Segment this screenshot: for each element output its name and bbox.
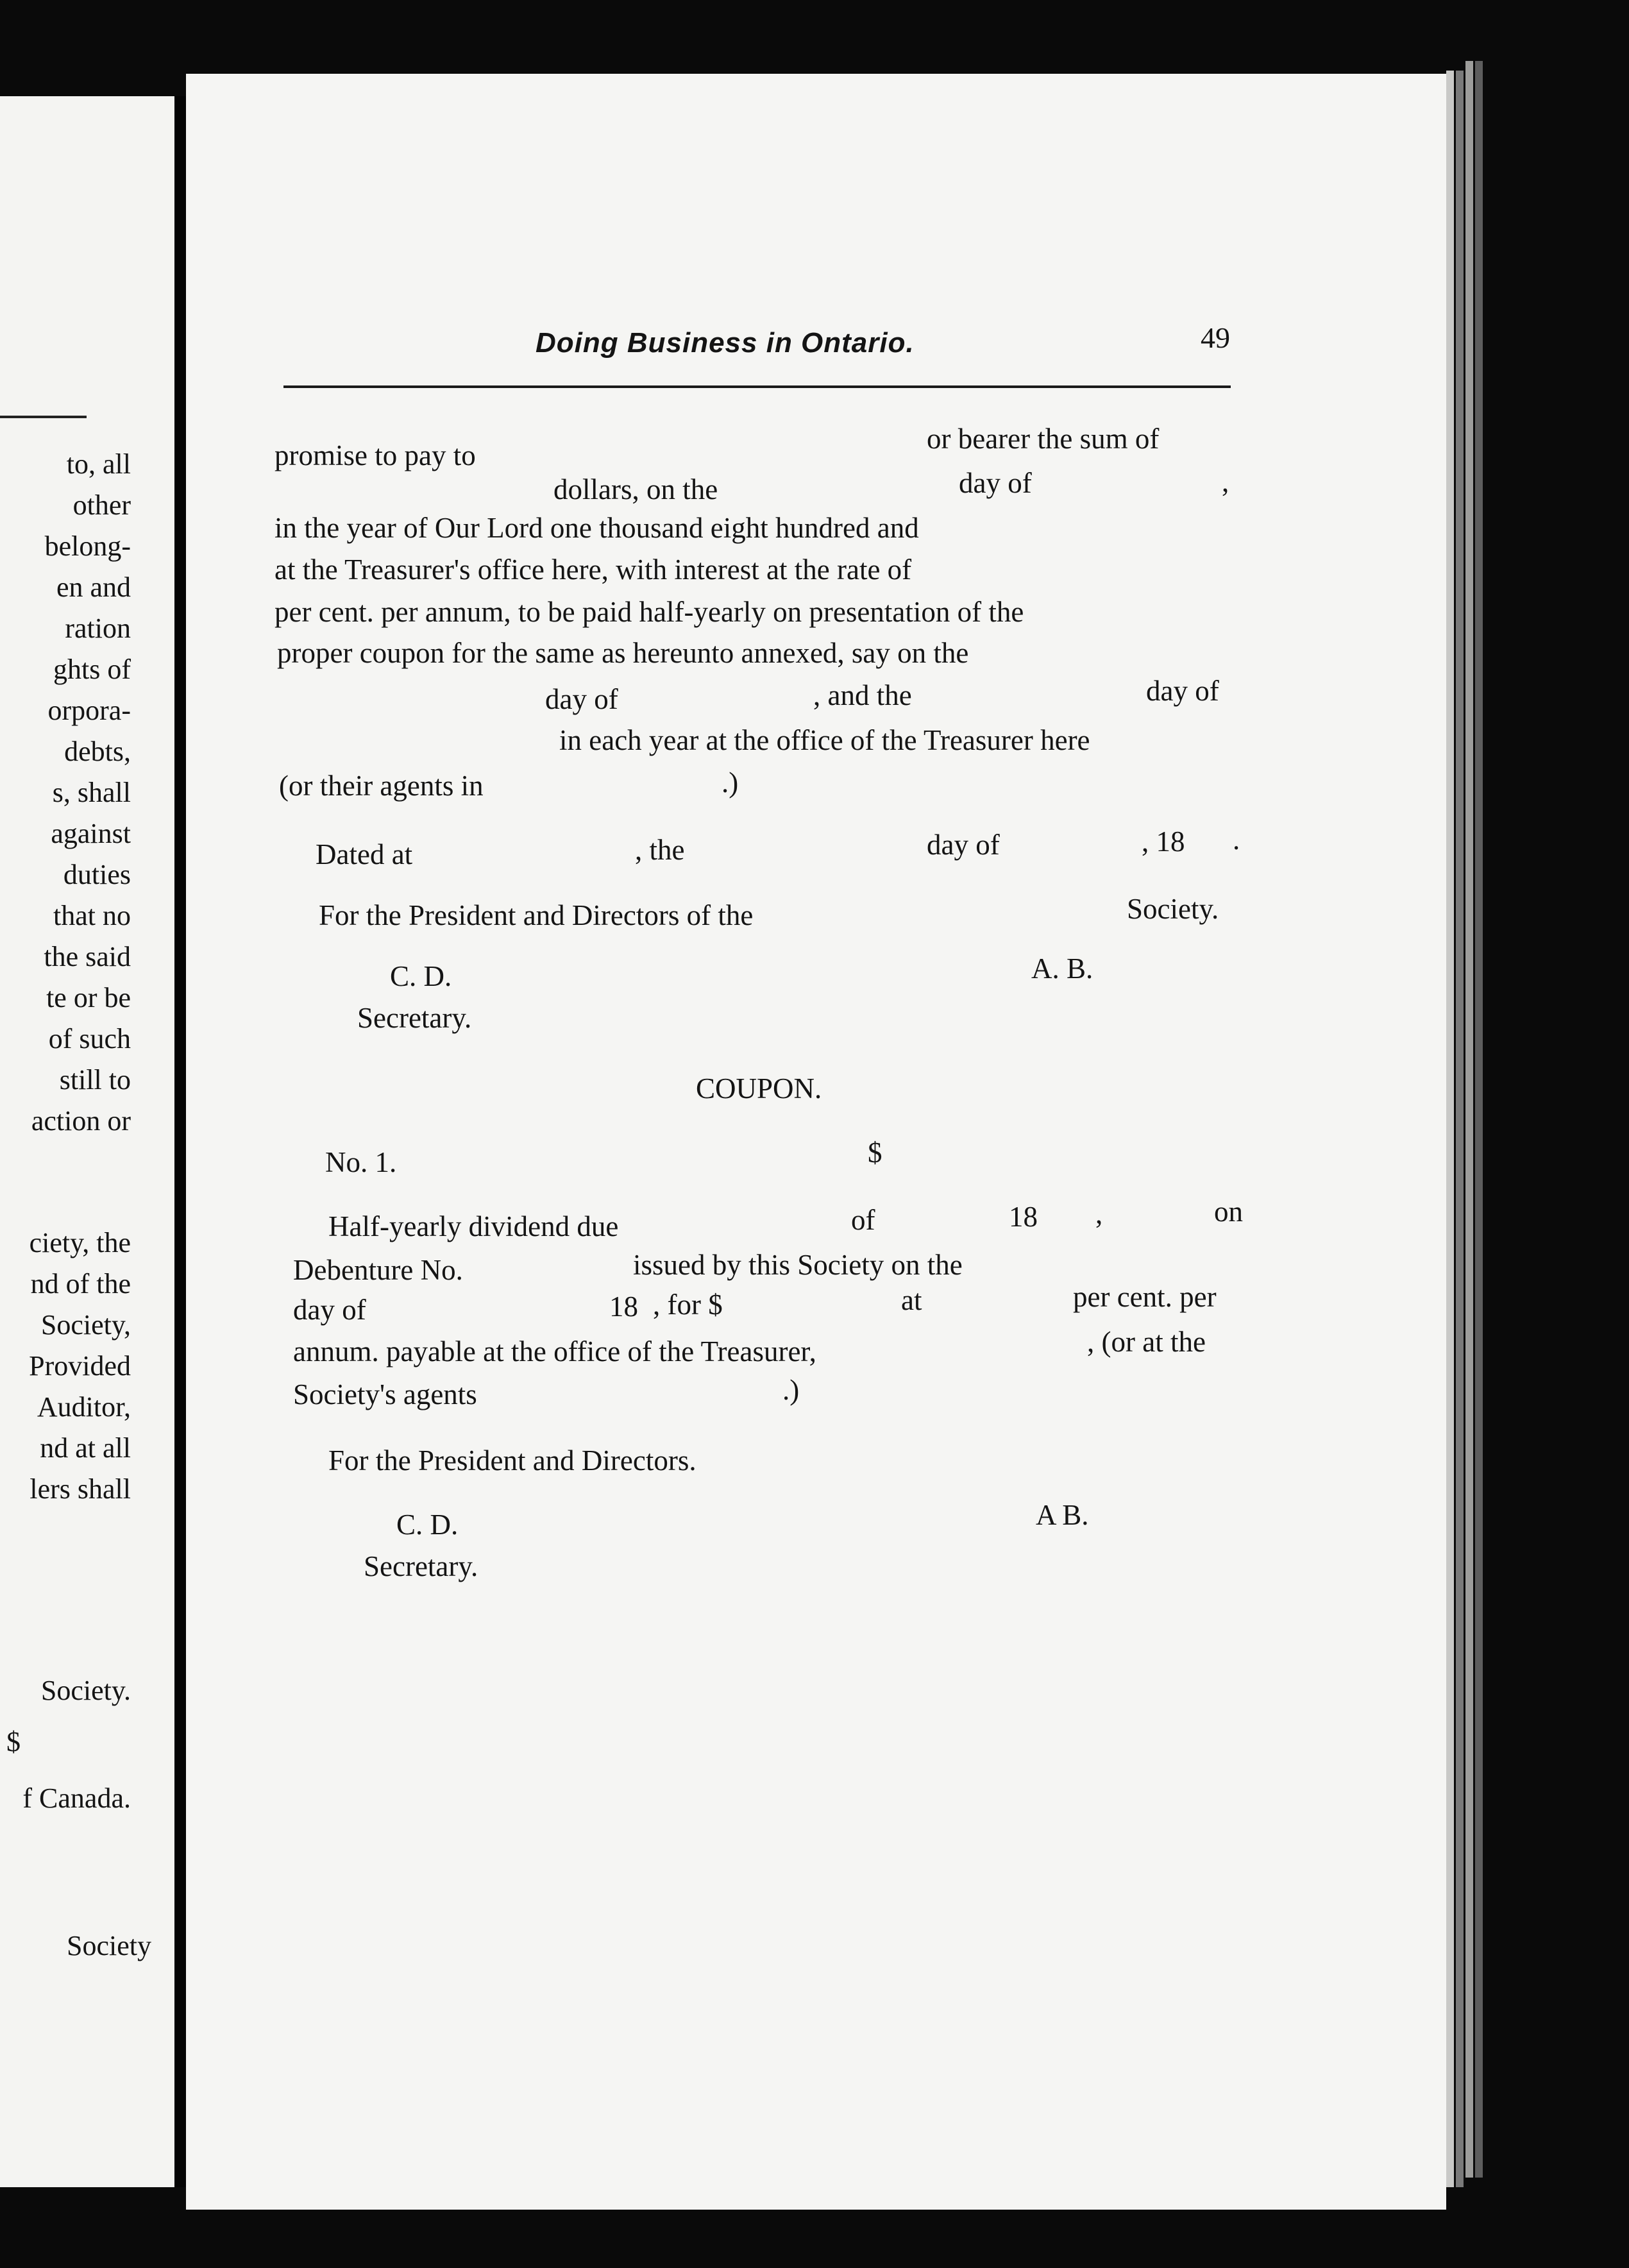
left-fragment: belong-: [44, 530, 131, 562]
right-page: [186, 74, 1446, 2210]
coupon-title: COUPON.: [696, 1072, 822, 1104]
left-fragment: f Canada.: [22, 1782, 131, 1814]
left-fragment: Auditor,: [37, 1391, 131, 1423]
coupon-line: 18: [609, 1291, 638, 1323]
debenture-line: day of: [1146, 675, 1219, 707]
running-title: Doing Business in Ontario.: [536, 327, 915, 359]
left-fragment: still to: [59, 1064, 131, 1096]
coupon-line: Half-yearly dividend due: [328, 1210, 619, 1242]
coupon-line: of: [851, 1204, 875, 1236]
debenture-line: in each year at the office of the Treasurer here: [559, 724, 1090, 756]
coupon-line: at: [901, 1284, 922, 1316]
coupon-line: on: [1214, 1196, 1243, 1228]
coupon-line: annum. payable at the office of the Treasurer,: [293, 1335, 816, 1367]
left-fragment: ciety, the: [29, 1227, 131, 1258]
left-fragment: of such: [48, 1023, 131, 1054]
debenture-line: day of: [545, 683, 618, 715]
left-fragment: s, shall: [52, 777, 131, 808]
left-fragment: duties: [63, 859, 131, 890]
left-fragment: that no: [53, 900, 131, 931]
coupon-signature-ab: A B.: [1036, 1499, 1089, 1531]
debenture-line: day of: [959, 467, 1032, 499]
coupon-line: per cent. per: [1073, 1281, 1217, 1313]
left-fragment: other: [72, 489, 131, 521]
dated-line: Dated at: [316, 838, 413, 870]
left-fragment: the said: [44, 941, 131, 972]
debenture-line: at the Treasurer's office here, with interest at the rate of: [274, 554, 912, 586]
left-fragment: Provided: [29, 1350, 131, 1382]
debenture-line: in the year of Our Lord one thousand eight hundred and: [274, 512, 919, 544]
coupon-line: issued by this Society on the: [633, 1249, 963, 1281]
signature-ab: A. B.: [1031, 952, 1093, 985]
left-fragment: Society,: [40, 1309, 131, 1341]
coupon-line: , for $: [653, 1289, 723, 1321]
page-edge: [1446, 71, 1454, 2187]
left-fragment: lers shall: [30, 1473, 131, 1505]
left-fragment: to, all: [66, 448, 131, 480]
coupon-line: day of: [293, 1294, 366, 1326]
debenture-line: ,: [1222, 466, 1229, 498]
page-edge: [1475, 61, 1483, 2178]
dated-line: , 18: [1142, 825, 1185, 858]
dated-line: .: [1233, 824, 1240, 856]
coupon-line: ,: [1095, 1197, 1103, 1230]
signature-secretary: Secretary.: [357, 1002, 472, 1034]
coupon-line: Debenture No.: [293, 1254, 463, 1286]
debenture-line: .): [722, 766, 739, 799]
book-spine: [174, 96, 186, 2187]
coupon-for-president: For the President and Directors.: [328, 1444, 696, 1477]
debenture-line: (or their agents in: [279, 770, 484, 802]
coupon-signature-cd: C. D.: [396, 1509, 459, 1541]
signature-cd: C. D.: [390, 960, 452, 992]
left-fragment: orpora-: [47, 695, 131, 726]
debenture-line: , and the: [813, 679, 912, 711]
left-fragment: ration: [65, 613, 131, 644]
left-fragment: Society.: [40, 1675, 131, 1706]
left-fragment: against: [51, 818, 131, 849]
coupon-line: .): [782, 1374, 800, 1406]
debenture-line: dollars, on the: [553, 473, 718, 505]
left-page-rule: [0, 416, 87, 418]
left-fragment: en and: [56, 571, 131, 603]
left-fragment: $: [6, 1726, 21, 1757]
coupon-line: Society's agents: [293, 1378, 477, 1410]
left-facing-page: [0, 96, 174, 2187]
dated-line: , the: [635, 834, 685, 866]
dated-line: day of: [927, 829, 1000, 861]
header-rule: [283, 385, 1231, 388]
debenture-line: promise to pay to: [274, 439, 476, 471]
left-fragment: te or be: [46, 982, 131, 1013]
debenture-line: per cent. per annum, to be paid half-yearly on presentation of the: [274, 596, 1024, 628]
debenture-line: proper coupon for the same as hereunto annexed, say on the: [277, 637, 969, 669]
for-president-line: For the President and Directors of the: [319, 899, 754, 931]
left-fragment: nd at all: [40, 1432, 131, 1464]
page-number: 49: [1201, 321, 1230, 354]
coupon-dollar: $: [868, 1137, 882, 1169]
debenture-line: or bearer the sum of: [927, 423, 1160, 455]
page-edge: [1456, 71, 1464, 2187]
left-fragment: action or: [31, 1105, 131, 1137]
left-fragment: nd of the: [30, 1268, 131, 1299]
page-edge: [1465, 61, 1473, 2178]
coupon-line: 18: [1009, 1201, 1038, 1233]
coupon-line: , (or at the: [1087, 1326, 1206, 1358]
left-fragment: debts,: [64, 736, 131, 767]
left-fragment: Society: [67, 1930, 151, 1961]
coupon-number: No. 1.: [325, 1146, 397, 1178]
coupon-signature-secretary: Secretary.: [364, 1550, 478, 1582]
for-president-line: Society.: [1127, 893, 1219, 925]
left-fragment: ghts of: [53, 654, 131, 685]
